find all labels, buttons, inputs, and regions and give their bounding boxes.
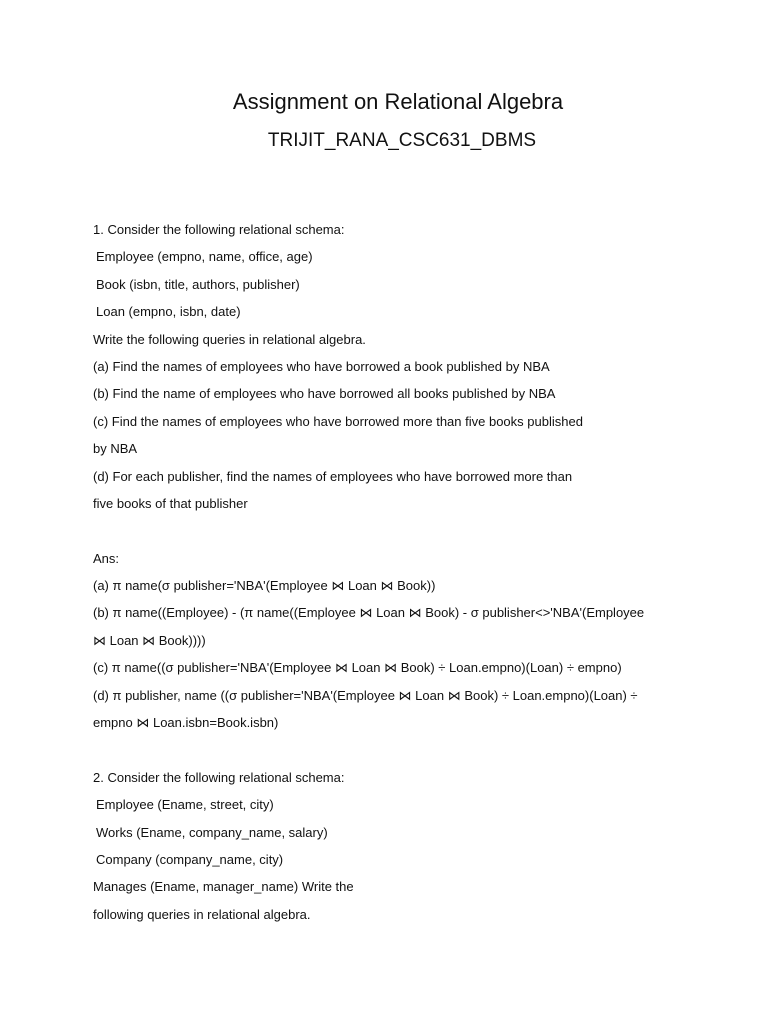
document-subtitle: TRIJIT_RANA_CSC631_DBMS xyxy=(267,130,537,151)
blank-line xyxy=(93,740,693,767)
question-part: (a) Find the names of employees who have borrowed a book published by NBA xyxy=(93,358,550,374)
question-part: (c) Find the names of employees who have borrowed more than five books published xyxy=(93,413,583,429)
answer-line: (a) π name(σ publisher='NBA'(Employee ⋈ Loan ⋈ Book)) xyxy=(93,578,436,594)
question-1-instruction: Write the following queries in relational algebra. xyxy=(93,331,366,347)
answer-line: (c) π name((σ publisher='NBA'(Employee ⋈ Loan ⋈ Book) ÷ Loan.empno)(Loan) ÷ empno) xyxy=(93,660,622,676)
question-part: five books of that publisher xyxy=(93,495,248,511)
question-part: by NBA xyxy=(93,441,138,457)
schema-line: Employee (Ename, street, city) xyxy=(96,797,274,813)
question-2-intro: 2. Consider the following relational schema: xyxy=(93,769,345,785)
schema-line: Employee (empno, name, office, age) xyxy=(96,249,313,265)
question-2-line: Manages (Ename, manager_name) Write the xyxy=(93,879,354,895)
question-2-line: following queries in relational algebra. xyxy=(93,906,311,922)
document-title: Assignment on Relational Algebra xyxy=(232,89,564,114)
answers-heading: Ans: xyxy=(93,550,120,566)
question-1-intro: 1. Consider the following relational schema: xyxy=(93,222,345,237)
answer-line: (b) π name((Employee) - (π name((Employee ⋈ Loan ⋈ Book) - σ publisher<>'NBA'(Employee xyxy=(93,605,645,621)
answer-line: empno ⋈ Loan.isbn=Book.isbn) xyxy=(93,715,279,731)
answer-line: ⋈ Loan ⋈ Book)))) xyxy=(93,632,206,648)
schema-line: Company (company_name, city) xyxy=(96,851,284,867)
blank-line xyxy=(93,521,693,548)
schema-line: Loan (empno, isbn, date) xyxy=(96,304,241,320)
schema-line: Works (Ename, company_name, salary) xyxy=(96,824,328,840)
document-body xyxy=(93,220,693,932)
question-part: (d) For each publisher, find the names of employees who have borrowed more than xyxy=(93,468,573,484)
answer-line: (d) π publisher, name ((σ publisher='NBA'(Employee ⋈ Loan ⋈ Book) ÷ Loan.empno)(Loan) ÷ xyxy=(93,687,638,703)
schema-line: Book (isbn, title, authors, publisher) xyxy=(96,276,300,292)
question-part: (b) Find the name of employees who have borrowed all books published by NBA xyxy=(93,386,556,402)
